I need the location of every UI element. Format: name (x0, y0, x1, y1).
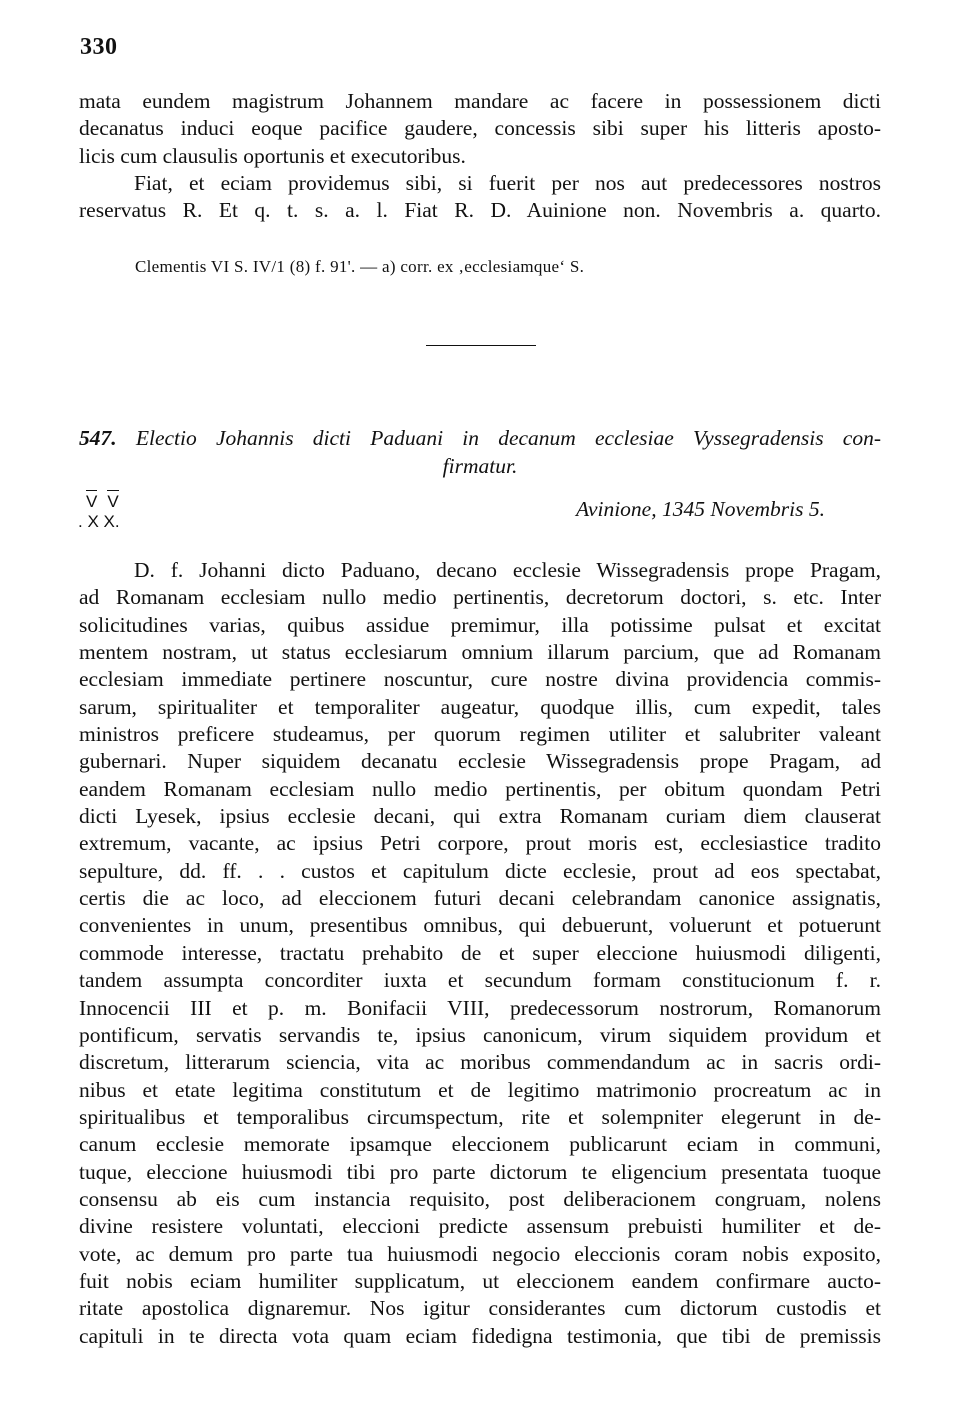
text-line: fuit nobis eciam humiliter supplicatum, ut eleccionem eandem confirmare aucto- (79, 1268, 881, 1293)
text-line: reservatus R. Et q. t. s. a. l. Fiat R. D. Auinione non. Novembris a. quarto. (79, 198, 881, 223)
text-line: ecclesiam immediate pertinere noscuntur, cure nostre divina providencia commis- (79, 667, 881, 692)
text-line: vote, ac demum pro parte tua huiusmodi negocio eleccionis coram nobis exposito, (79, 1241, 881, 1266)
section-divider (426, 345, 536, 346)
text-line: divine resistere voluntati, eleccioni predicte assensum prebuisti humiliter et de- (79, 1214, 881, 1239)
text-line: decanatus induci eoque pacifice gaudere, concessis sibi super his litteris aposto- (79, 116, 881, 141)
document-title-line-1 (79, 424, 881, 452)
text-line: D. f. Johanni dicto Paduano, decano ecclesie Wissegradensis prope Pragam, (134, 558, 881, 582)
text-line: nibus et etate legitima constitutum et de legitimo matrimonio procreatum ac in (79, 1077, 881, 1102)
text-line: Fiat, et eciam providemus sibi, si fuerit per nos aut predecessores nostros (134, 171, 881, 196)
register-mark: V (86, 492, 98, 511)
text-line: ritate apostolica dignaremur. Nos igitur considerantes cum dictorum custodis et (79, 1296, 881, 1321)
register-mark: V (107, 492, 119, 511)
register-marks-top (78, 490, 198, 512)
register-marks (78, 490, 198, 532)
text-line: spiritualibus et temporalibus circumspectum, rite et solempniter elegerunt in de- (79, 1104, 881, 1129)
text-line: solicitudines varias, quibus assidue premimur, illa potissime pulsat et excitat (79, 612, 881, 637)
text-line: eandem Romanam ecclesiam nullo medio pertinentis, per obitum quondam Petri (79, 776, 881, 801)
text-line: discretum, litterarum sciencia, vita ac moribus commendandum ac in sacris ordi- (79, 1050, 881, 1075)
text-line: mentem nostram, ut status ecclesiarum omnium illarum parcium, que ad Romanam (79, 640, 881, 665)
text-line: capituli in te directa vota quam eciam fidedigna testimonia, que tibi de premissis (79, 1323, 881, 1348)
preceding-text (79, 88, 881, 225)
page-number: 330 (80, 34, 118, 60)
text-line: extremum, vacante, ac ipsius Petri corpore, prout moris est, ecclesiastice tradito (79, 831, 881, 856)
text-line: canum ecclesie memorate ipsamque eleccionem publicarunt eciam in communi, (79, 1132, 881, 1157)
text-line: certis die ac loco, ad eleccionem futuri decani celebrandam canonice assignatis, (79, 886, 881, 911)
text-line: sarum, spiritualiter et temporaliter augeatur, quodque illis, cum expedit, tales (79, 694, 881, 719)
text-line: ad Romanam ecclesiam nullo medio pertinentis, decretorum doctori, s. etc. Inter (79, 585, 881, 610)
text-line: tandem assumpta concorditer iuxta et secundum formam constitucionum f. r. (79, 968, 881, 993)
text-line: pontificum, servatis servandis te, ipsius canonicum, virum siquidem providum et (79, 1022, 881, 1047)
document-title: Electio Johannis dicti Paduani in decanum ecclesiae Vyssegradensis con- (135, 426, 881, 450)
document-title-line-2: firmatur. (442, 454, 518, 478)
place-date: Avinione, 1345 Novembris 5. (576, 497, 826, 521)
text-line: consensu ab eis cum instancia requisito, post deliberacionem congruam, nolens (79, 1186, 881, 1211)
register-marks-bottom: . X X. (78, 512, 120, 531)
text-line: commode interesse, tractatu prehabito de et super eleccione huiusmodi diligenti, (79, 940, 881, 965)
text-line: Innocencii III et p. m. Bonifacii VIII, predecessorum nostrorum, Romanorum (79, 995, 881, 1020)
text-line: convenientes in unum, presentibus omnibus, qui debuerunt, voluerunt et potuerunt (79, 913, 881, 938)
text-line: sepulture, dd. ff. . . custos et capitulum dicte ecclesie, prout ad eos spectabat, (79, 858, 881, 883)
text-line: licis cum clausulis oportunis et executoribus. (79, 143, 466, 168)
text-line: dicti Lyesek, ipsius ecclesie decani, qui extra Romanam curiam diem clauserat (79, 804, 881, 829)
text-line: ministros preficere studeamus, per quorum regimen utiliter et salubriter valeant (79, 722, 881, 747)
document-number: 547. (79, 426, 117, 450)
text-line: tuque, eleccione huiusmodi tibi pro parte dictorum te eligencium presentata tuoque (79, 1159, 881, 1184)
text-line: mata eundem magistrum Johannem mandare ac facere in possessionem dicti (79, 89, 881, 113)
text-line: gubernari. Nuper siquidem decanatu ecclesie Wissegradensis prope Pragam, ad (79, 749, 881, 774)
source-footnote: Clementis VI S. IV/1 (8) f. 91'. — a) corr. ex ‚ecclesiamque‘ S. (135, 257, 585, 276)
document-heading (79, 424, 881, 480)
document-body (79, 557, 881, 1350)
